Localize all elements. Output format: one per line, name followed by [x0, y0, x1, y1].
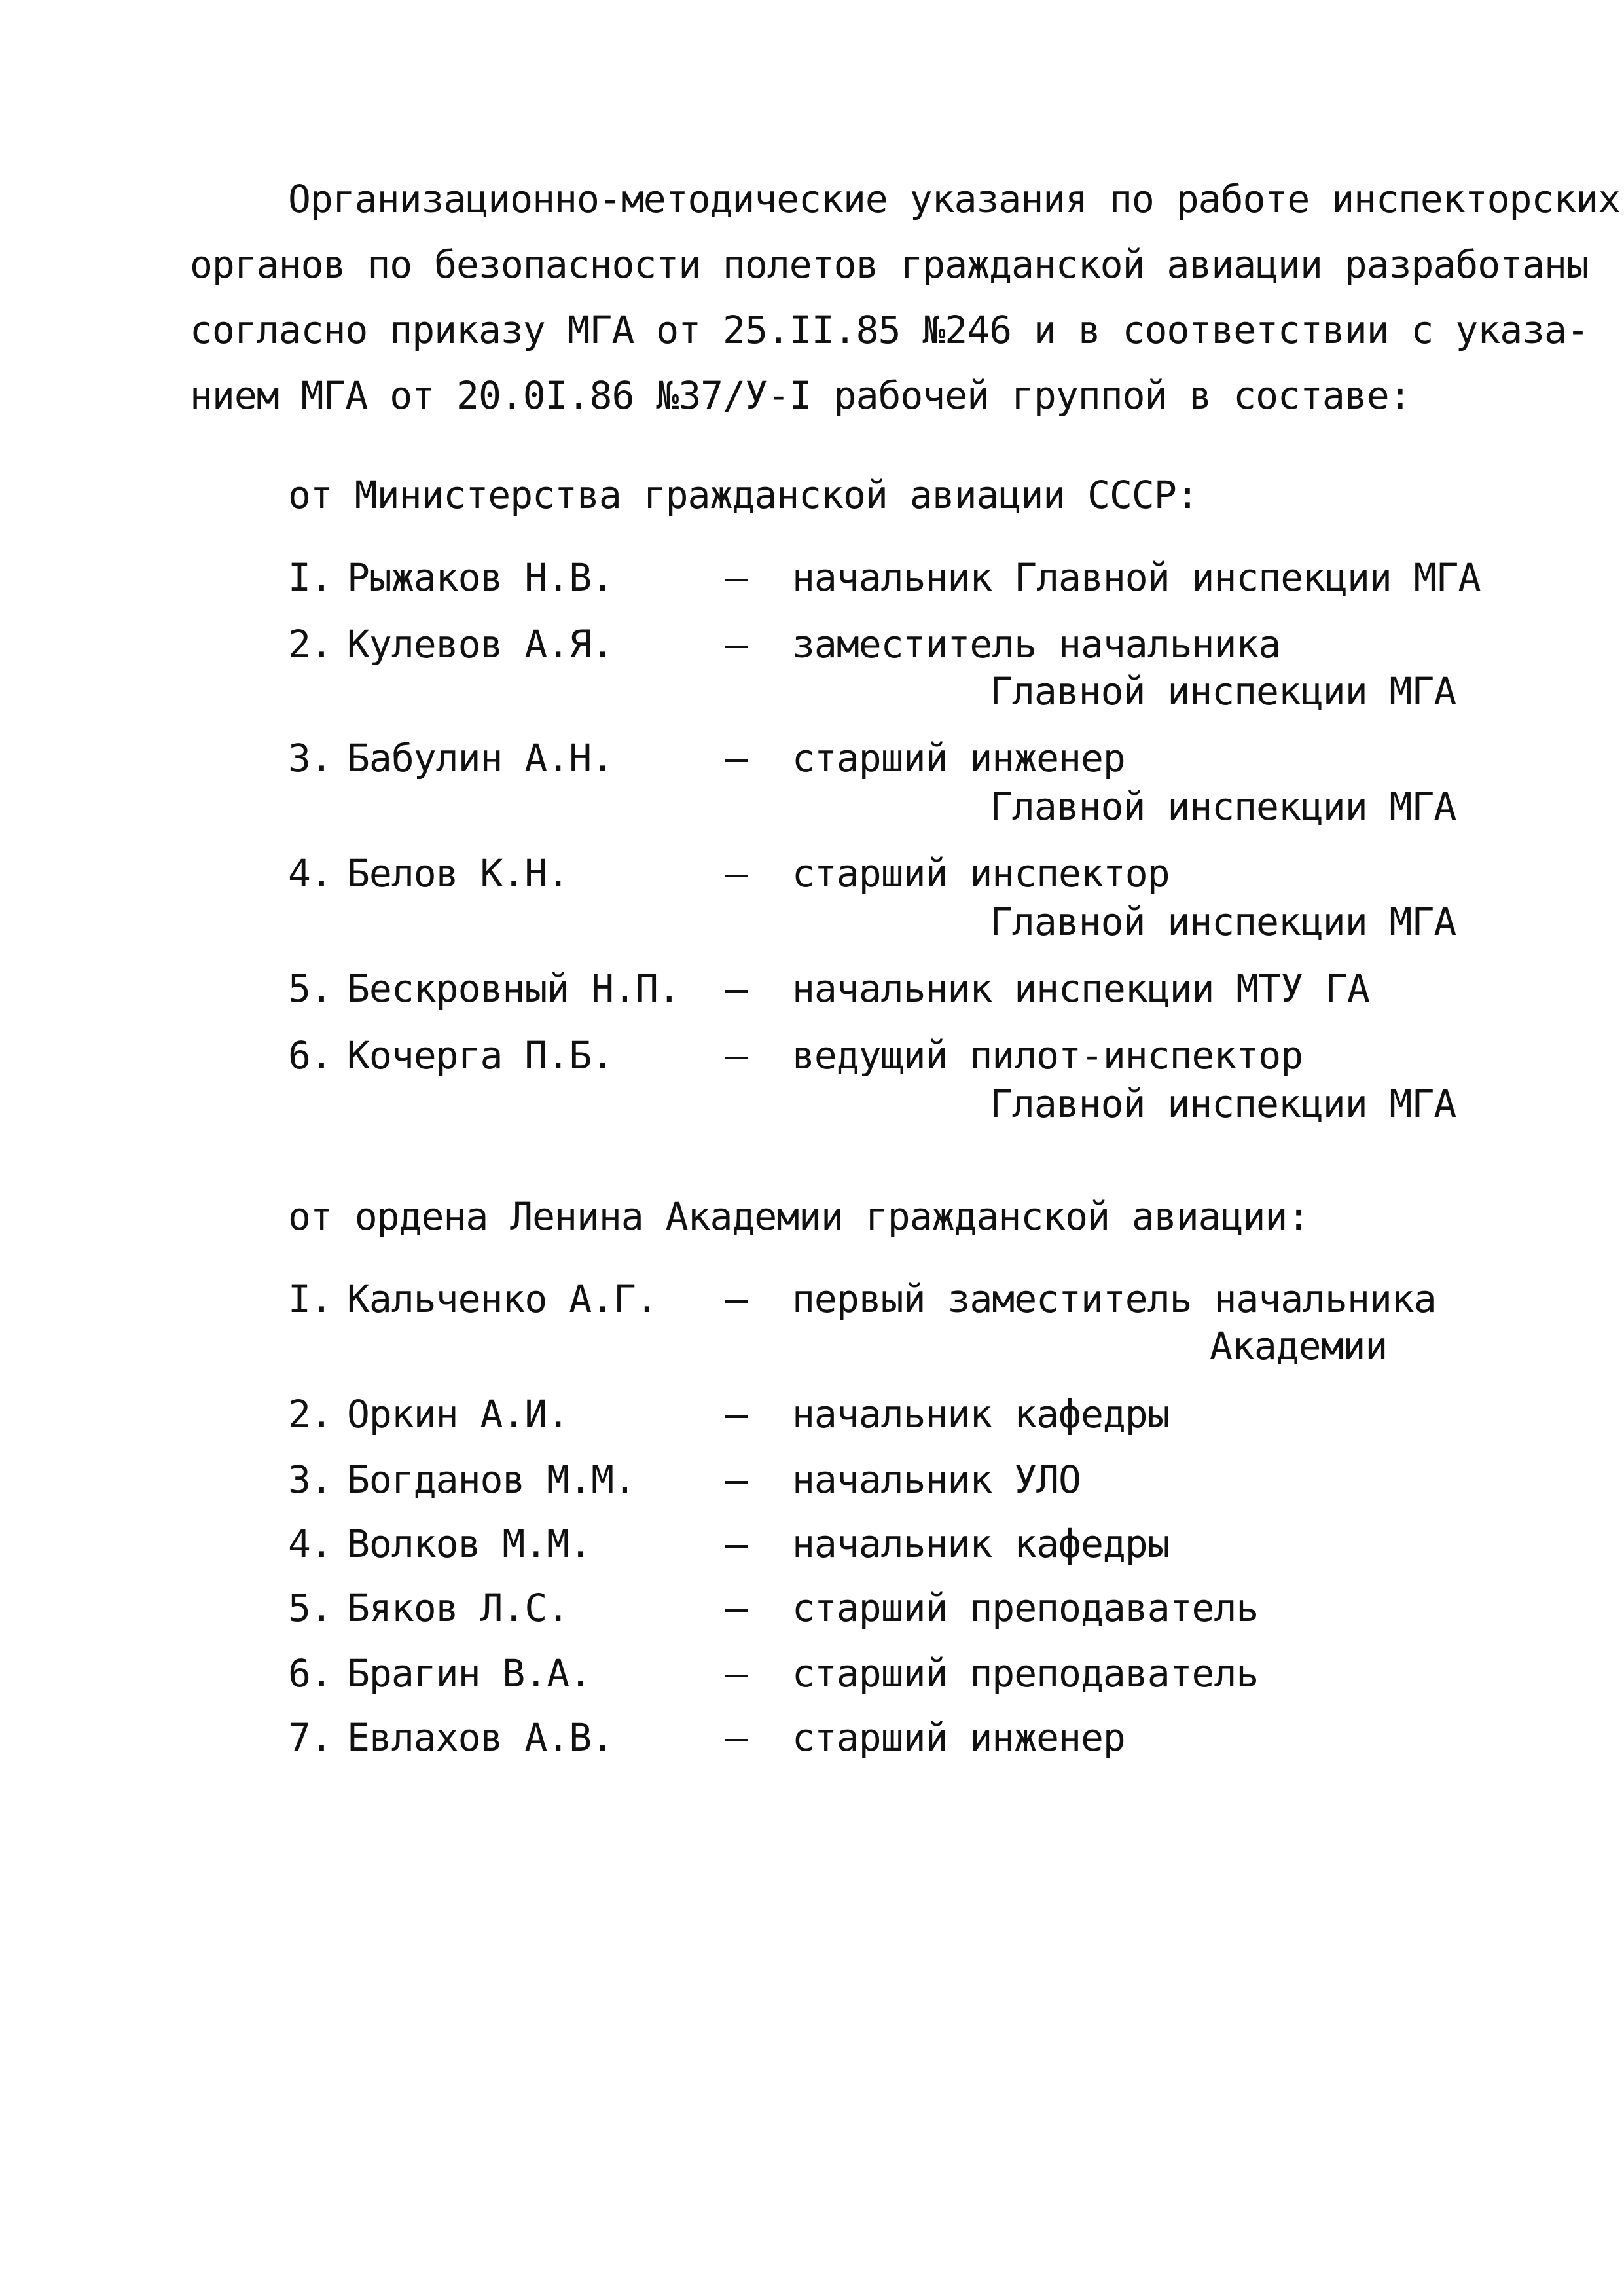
intro-line-2: органов по безопасности полетов гражданской авиации разработаны	[190, 242, 1589, 287]
member-name: Богданов М.М.	[347, 1457, 636, 1502]
member-role-continuation: Главной инспекции МГА	[990, 669, 1456, 714]
member-number: I.	[288, 1277, 333, 1321]
member-dash: –	[725, 1715, 748, 1760]
member-name: Бабулин А.Н.	[347, 736, 614, 780]
member-number: 3.	[288, 736, 333, 780]
member-number: 6.	[288, 1651, 333, 1696]
intro-line-3: согласно приказу МГА от 25.II.85 №246 и в соответствии с указа-	[190, 308, 1589, 352]
ministry-heading: от Министерства гражданской авиации СССР:	[288, 473, 1199, 517]
member-dash: –	[725, 1033, 748, 1078]
member-number: 6.	[288, 1033, 333, 1078]
member-role: начальник кафедры	[792, 1392, 1170, 1436]
member-role-continuation: Главной инспекции МГА	[990, 900, 1456, 944]
member-role: старший преподаватель	[792, 1651, 1259, 1696]
member-dash: –	[725, 1277, 748, 1321]
member-dash: –	[725, 555, 748, 600]
member-number: 2.	[288, 1392, 333, 1436]
member-role: старший инженер	[792, 1715, 1125, 1760]
academy-heading: от ордена Ленина Академии гражданской авиации:	[288, 1194, 1310, 1239]
member-name: Кальченко А.Г.	[347, 1277, 658, 1321]
member-role: начальник Главной инспекции МГА	[792, 555, 1481, 600]
member-name: Бяков Л.С.	[347, 1586, 569, 1630]
member-role: старший инженер	[792, 736, 1125, 780]
member-name: Оркин А.И.	[347, 1392, 569, 1436]
member-dash: –	[725, 851, 748, 896]
member-role: первый заместитель начальника	[792, 1277, 1436, 1321]
member-number: 4.	[288, 851, 333, 896]
member-name: Кочерга П.Б.	[347, 1033, 614, 1078]
member-role-continuation: Главной инспекции МГА	[990, 784, 1456, 829]
member-name: Рыжаков Н.В.	[347, 555, 614, 600]
member-name: Кулевов А.Я.	[347, 622, 614, 666]
member-number: 5.	[288, 1586, 333, 1630]
member-role-continuation: Главной инспекции МГА	[990, 1082, 1456, 1126]
member-role: начальник кафедры	[792, 1522, 1170, 1566]
member-dash: –	[725, 966, 748, 1011]
member-dash: –	[725, 1586, 748, 1630]
member-role: ведущий пилот-инспектор	[792, 1033, 1303, 1078]
member-number: 2.	[288, 622, 333, 666]
member-name: Бескровный Н.П.	[347, 966, 680, 1011]
member-dash: –	[725, 1651, 748, 1696]
member-number: 4.	[288, 1522, 333, 1566]
member-name: Евлахов А.В.	[347, 1715, 614, 1760]
member-dash: –	[725, 1392, 748, 1436]
member-name: Белов К.Н.	[347, 851, 569, 896]
member-role: начальник УЛО	[792, 1457, 1081, 1502]
member-number: 3.	[288, 1457, 333, 1502]
intro-line-4: нием МГА от 20.0I.86 №37/У-I рабочей группой в составе:	[190, 373, 1411, 418]
member-dash: –	[725, 622, 748, 666]
member-role: заместитель начальника	[792, 622, 1281, 666]
member-dash: –	[725, 736, 748, 780]
member-role-continuation: Академии	[1210, 1324, 1388, 1368]
intro-line-1: Организационно-методические указания по работе инспекторских	[288, 177, 1621, 221]
member-role: старший преподаватель	[792, 1586, 1259, 1630]
member-name: Волков М.М.	[347, 1522, 592, 1566]
member-role: начальник инспекции МТУ ГА	[792, 966, 1369, 1011]
member-role: старший инспектор	[792, 851, 1170, 896]
member-number: 7.	[288, 1715, 333, 1760]
member-name: Брагин В.А.	[347, 1651, 592, 1696]
member-number: I.	[288, 555, 333, 600]
member-number: 5.	[288, 966, 333, 1011]
member-dash: –	[725, 1522, 748, 1566]
member-dash: –	[725, 1457, 748, 1502]
